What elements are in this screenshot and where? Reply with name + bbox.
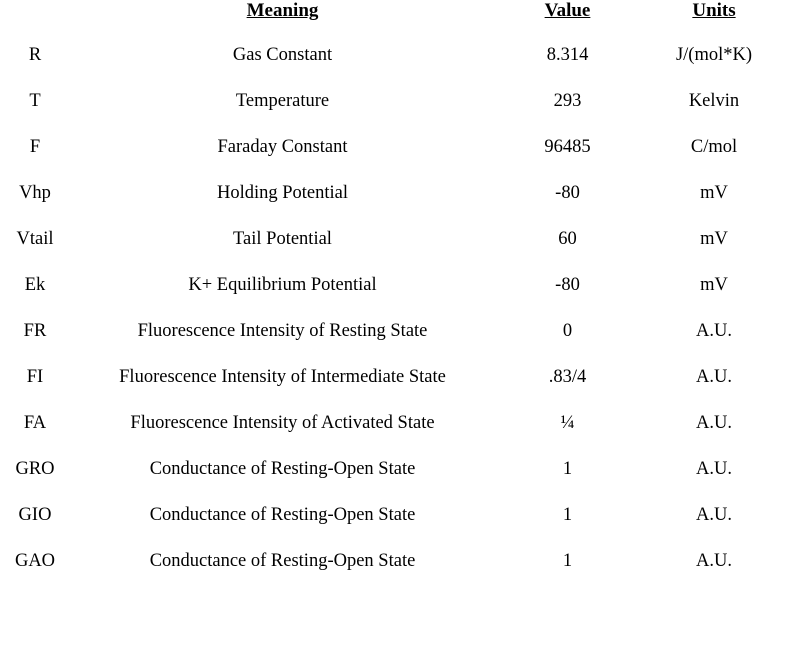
table-row (0, 400, 788, 446)
cell-meaning: Conductance of Resting-Open State (149, 550, 416, 571)
cell-units: A.U. (696, 504, 732, 525)
cell-symbol: F (29, 136, 41, 157)
cell-units: C/mol (690, 136, 738, 157)
cell-meaning: Fluorescence Intensity of Intermediate State (119, 366, 446, 387)
column-header-value: Value (544, 0, 591, 21)
cell-value: 1 (562, 504, 573, 525)
cell-meaning: Holding Potential (216, 182, 349, 203)
cell-value: 96485 (544, 136, 591, 157)
cell-meaning: Conductance of Resting-Open State (149, 458, 416, 479)
cell-units: mV (700, 182, 728, 203)
cell-meaning: Tail Potential (233, 228, 332, 249)
cell-value: .83/4 (548, 366, 587, 387)
table-row (0, 78, 788, 124)
cell-symbol: Ek (24, 274, 46, 295)
cell-value: 0 (562, 320, 573, 341)
cell-symbol: FI (26, 366, 44, 387)
cell-meaning: Gas Constant (232, 44, 333, 65)
cell-units: A.U. (696, 458, 732, 479)
table-body (0, 32, 788, 584)
column-header-units: Units (692, 0, 736, 21)
cell-value: -80 (555, 182, 580, 203)
table-row (0, 124, 788, 170)
cell-symbol: GAO (14, 550, 56, 571)
cell-value: 293 (553, 90, 582, 111)
cell-meaning: Faraday Constant (217, 136, 348, 157)
cell-units: A.U. (696, 320, 732, 341)
cell-symbol: T (29, 90, 41, 111)
cell-units: A.U. (696, 550, 732, 571)
cell-units: mV (700, 228, 728, 249)
table-row (0, 354, 788, 400)
table-header-row (0, 0, 788, 32)
cell-meaning: Temperature (235, 90, 330, 111)
column-header-symbol (0, 0, 70, 32)
cell-units: Kelvin (688, 90, 740, 111)
cell-value: -80 (555, 274, 580, 295)
cell-meaning: Fluorescence Intensity of Resting State (137, 320, 428, 341)
cell-value: 60 (558, 228, 577, 249)
cell-meaning: Fluorescence Intensity of Activated State (130, 412, 435, 433)
cell-symbol: R (28, 44, 42, 65)
cell-symbol: Vtail (16, 228, 54, 249)
table-row (0, 32, 788, 78)
table-row (0, 446, 788, 492)
cell-units: A.U. (696, 366, 732, 387)
cell-symbol: GIO (18, 504, 52, 525)
table-row (0, 262, 788, 308)
table-row (0, 170, 788, 216)
cell-symbol: FA (23, 412, 47, 433)
cell-value: 1 (562, 550, 573, 571)
cell-symbol: GRO (15, 458, 55, 479)
cell-meaning: K+ Equilibrium Potential (188, 274, 377, 295)
table-row (0, 216, 788, 262)
cell-units: mV (700, 274, 728, 295)
cell-symbol: FR (23, 320, 47, 341)
column-header-meaning: Meaning (246, 0, 319, 21)
cell-units: J/(mol*K) (675, 44, 753, 65)
cell-value: 1 (562, 458, 573, 479)
table-row (0, 538, 788, 584)
cell-value: ¼ (560, 412, 575, 433)
table-row (0, 308, 788, 354)
cell-units: A.U. (696, 412, 732, 433)
cell-symbol: Vhp (19, 182, 51, 203)
cell-value: 8.314 (546, 44, 589, 65)
table-row (0, 492, 788, 538)
cell-meaning: Conductance of Resting-Open State (149, 504, 416, 525)
